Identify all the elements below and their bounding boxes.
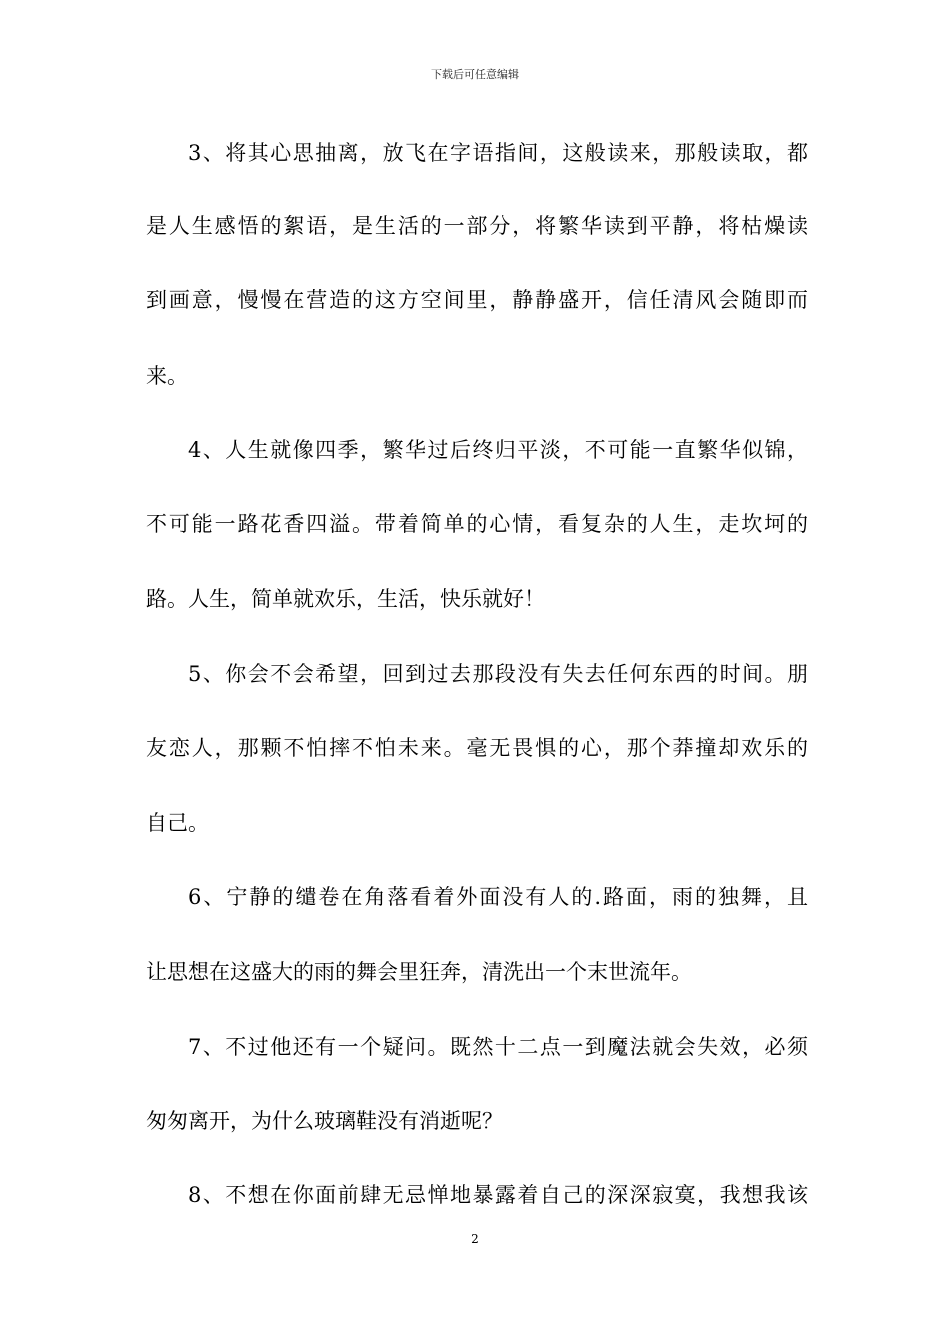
paragraph-6-line-2: 让思想在这盛大的雨的舞会里狂奔，清洗出一个末世流年。 (146, 960, 692, 984)
paragraph-7-line-2: 匆匆离开，为什么玻璃鞋没有消逝呢？ (146, 1109, 503, 1133)
paragraph-4-line-1: 4、人生就像四季，繁华过后终归平淡，不可能一直繁华似锦， (188, 438, 808, 462)
paragraph-5-line-2: 友恋人，那颗不怕摔不怕未来。毫无畏惧的心，那个莽撞却欢乐的 (146, 736, 808, 760)
page-number: 2 (471, 1232, 479, 1246)
paragraph-6-line-1: 6、宁静的缱卷在角落看着外面没有人的.路面，雨的独舞，且 (188, 885, 808, 909)
paragraph-4-line-2: 不可能一路花香四溢。带着简单的心情，看复杂的人生，走坎坷的 (146, 512, 808, 536)
paragraph-7-line-1: 7、不过他还有一个疑问。既然十二点一到魔法就会失效，必须 (188, 1035, 808, 1059)
paragraph-4-line-3: 路。人生，简单就欢乐，生活，快乐就好！ (146, 587, 545, 611)
paragraph-3-line-2: 是人生感悟的絮语，是生活的一部分，将繁华读到平静，将枯燥读 (146, 214, 808, 238)
paragraph-3-line-4: 来。 (146, 364, 188, 388)
paragraph-5-line-3: 自己。 (146, 811, 209, 835)
paragraph-3-line-3: 到画意，慢慢在营造的这方空间里，静静盛开，信任清风会随即而 (146, 288, 808, 312)
page-header: 下载后可任意编辑 (431, 68, 519, 81)
paragraph-8-line-1: 8、不想在你面前肆无忌惮地暴露着自己的深深寂寞，我想我该 (188, 1183, 808, 1207)
paragraph-5-line-1: 5、你会不会希望，回到过去那段没有失去任何东西的时间。朋 (188, 662, 808, 686)
paragraph-3-line-1: 3、将其心思抽离，放飞在字语指间，这般读来，那般读取，都 (188, 141, 808, 165)
